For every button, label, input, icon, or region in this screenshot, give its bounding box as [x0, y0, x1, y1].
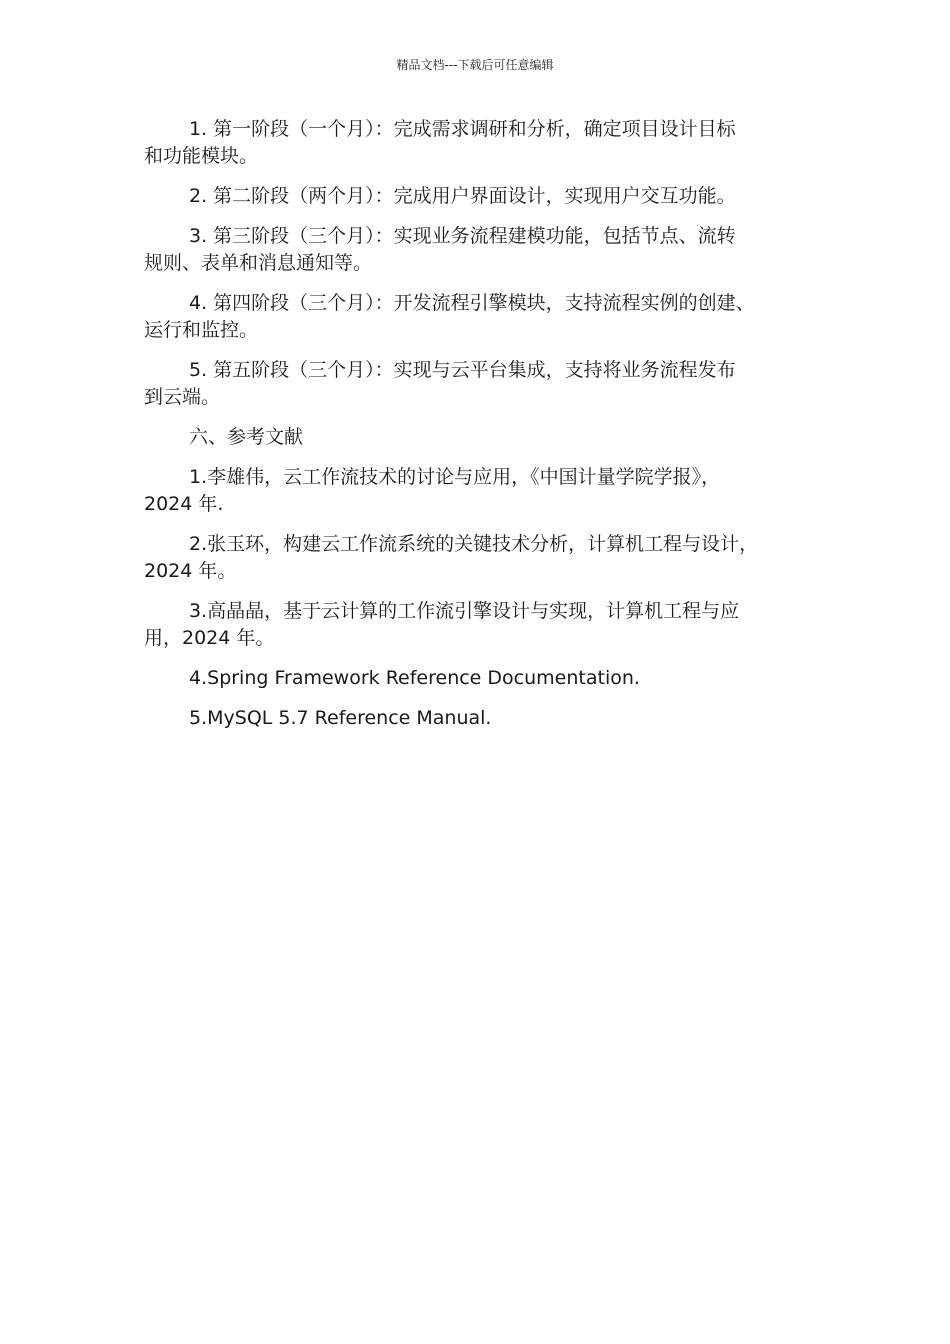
phase-2-paragraph: 2. 第二阶段（两个月）：完成用户界面设计，实现用户交互功能。 — [189, 185, 736, 207]
phase-3-paragraph: 3. 第三阶段（三个月）：实现业务流程建模功能，包括节点、流转 规则、表单和消息通知等。 — [144, 225, 736, 274]
page-header: 精品文档---下载后可任意编辑 — [396, 58, 554, 72]
reference-item-2: 2.张玉环，构建云工作流系统的关键技术分析，计算机工程与设计， 2024 年。 — [144, 533, 759, 582]
reference-item-5: 5.MySQL 5.7 Reference Manual. — [189, 707, 492, 729]
reference-item-1: 1.李雄伟，云工作流技术的讨论与应用，《中国计量学院学报》， 2024 年. — [144, 466, 721, 515]
references-heading: 六、参考文献 — [189, 426, 304, 448]
reference-item-3: 3.高晶晶，基于云计算的工作流引擎设计与实现，计算机工程与应 用，2024 年。 — [144, 600, 740, 649]
phase-1-paragraph: 1. 第一阶段（一个月）：完成需求调研和分析，确定项目设计目标 和功能模块。 — [144, 118, 736, 167]
reference-item-4: 4.Spring Framework Reference Documentation. — [189, 667, 640, 689]
phase-5-paragraph: 5. 第五阶段（三个月）：实现与云平台集成，支持将业务流程发布 到云端。 — [144, 359, 736, 408]
document-body — [144, 116, 806, 745]
phase-4-paragraph: 4. 第四阶段（三个月）：开发流程引擎模块，支持流程实例的创建、 运行和监控。 — [144, 292, 755, 341]
